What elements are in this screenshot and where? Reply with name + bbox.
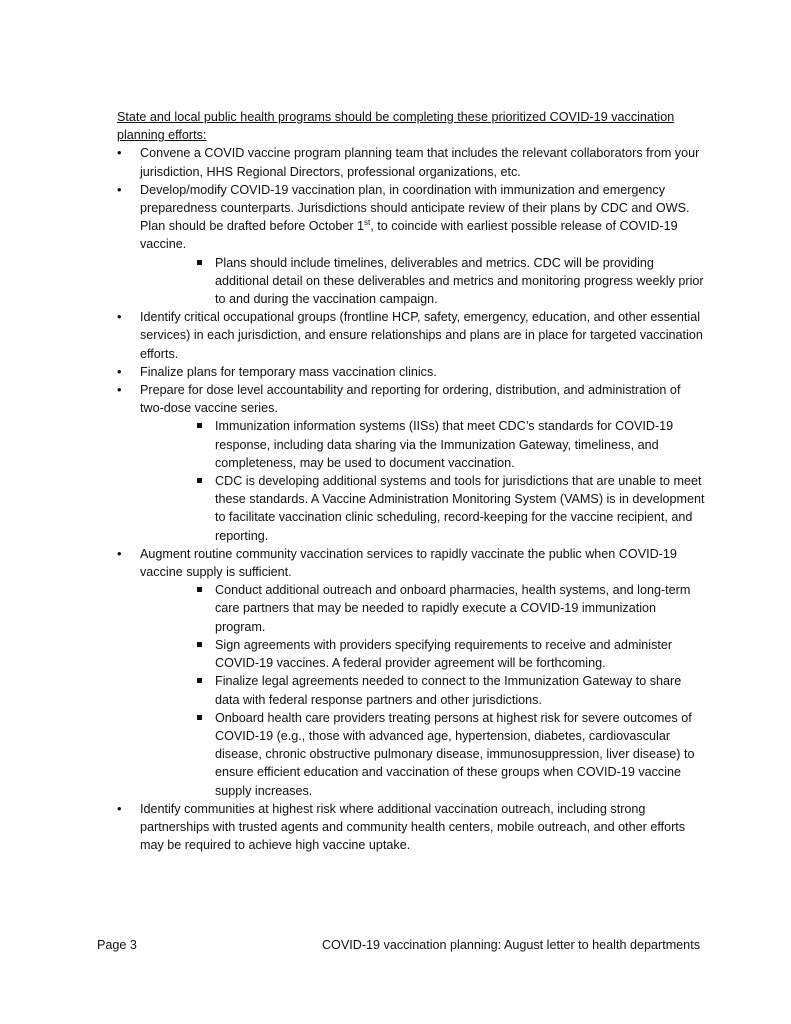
sub-list-item: Conduct additional outreach and onboard pharmacies, health systems, and long-term care partners that may be needed to rapidly execute a COVID-19 immunization program. [140,581,707,636]
sub-bullet-list [140,417,707,544]
list-item-text: Develop/modify COVID-19 vaccination plan, in coordination with immunization and emergency preparedness counterparts. Jurisdictions should anticipate review of their plans by CDC and OWS. Plan should be drafted before October 1 [140,182,690,234]
list-item-text: Prepare for dose level accountability and reporting for ordering, distribution, and administration of two-dose vaccine series. [140,383,681,416]
bullet-list [117,144,707,854]
sub-list-item: Finalize legal agreements needed to connect to the Immunization Gateway to share data with federal response partners and other jurisdictions. [140,672,707,708]
sub-list-item: Onboard health care providers treating persons at highest risk for severe outcomes of COVID-19 (e.g., those with advanced age, hypertension, diabetes, cardiovascular disease, chronic obstructive pulmonary disease, immunosuppression, liver disease) to ensure efficient education and vaccination of these groups when COVID-19 vaccine supply increases. [140,709,707,800]
list-item [117,308,707,363]
list-item [117,545,707,800]
ordinal-superscript: st [364,218,371,228]
document-body [117,108,707,854]
sub-list-item: Sign agreements with providers specifying requirements to receive and administer COVID-19 vaccines. A federal provider agreement will be forthcoming. [140,636,707,672]
sub-bullet-list [140,581,707,799]
list-item [117,381,707,545]
list-item [117,800,707,855]
list-item-text: Identify critical occupational groups (frontline HCP, safety, emergency, education, and other essential services) in each jurisdiction, and ensure relationships and plans are in place for targeted vaccination efforts. [140,310,703,361]
list-item [117,144,707,180]
page-footer [97,938,700,952]
list-item [117,363,707,381]
sub-list-item: Immunization information systems (IISs) that meet CDC’s standards for COVID-19 response, including data sharing via the Immunization Gateway, timeliness, and completeness, may be used to document vaccination. [140,417,707,472]
page-number: Page 3 [97,938,137,952]
list-item-text: , to coincide with earliest possible release of COVID-19 vaccine. [140,219,678,252]
sub-list-item: CDC is developing additional systems and tools for jurisdictions that are unable to meet these standards. A Vaccine Administration Monitoring System (VAMS) is in development to facilitate vaccination clinic scheduling, record-keeping for the vaccine recipient, and reporting. [140,472,707,545]
list-item [117,181,707,308]
sub-bullet-list [140,254,707,309]
document-title: COVID-19 vaccination planning: August letter to health departments [321,938,700,952]
list-item-text: Convene a COVID vaccine program planning team that includes the relevant collaborators from your jurisdiction, HHS Regional Directors, professional organizations, etc. [140,146,700,179]
list-item-text: Augment routine community vaccination services to rapidly vaccinate the public when COVID-19 vaccine supply is sufficient. [140,546,677,580]
section-heading: State and local public health programs should be completing these prioritized COVID-19 vaccination planning efforts: [117,110,675,143]
sub-list-item: Plans should include timelines, deliverables and metrics. CDC will be providing additional detail on these deliverables and metrics and monitoring progress weekly prior to and during the vaccination campaign. [140,254,707,309]
list-item-text: Identify communities at highest risk where additional vaccination outreach, including strong partnerships with trusted agents and community health centers, mobile outreach, and other efforts may be required to achieve high vaccine uptake. [140,801,686,853]
list-item-text: Finalize plans for temporary mass vaccination clinics. [140,364,437,379]
